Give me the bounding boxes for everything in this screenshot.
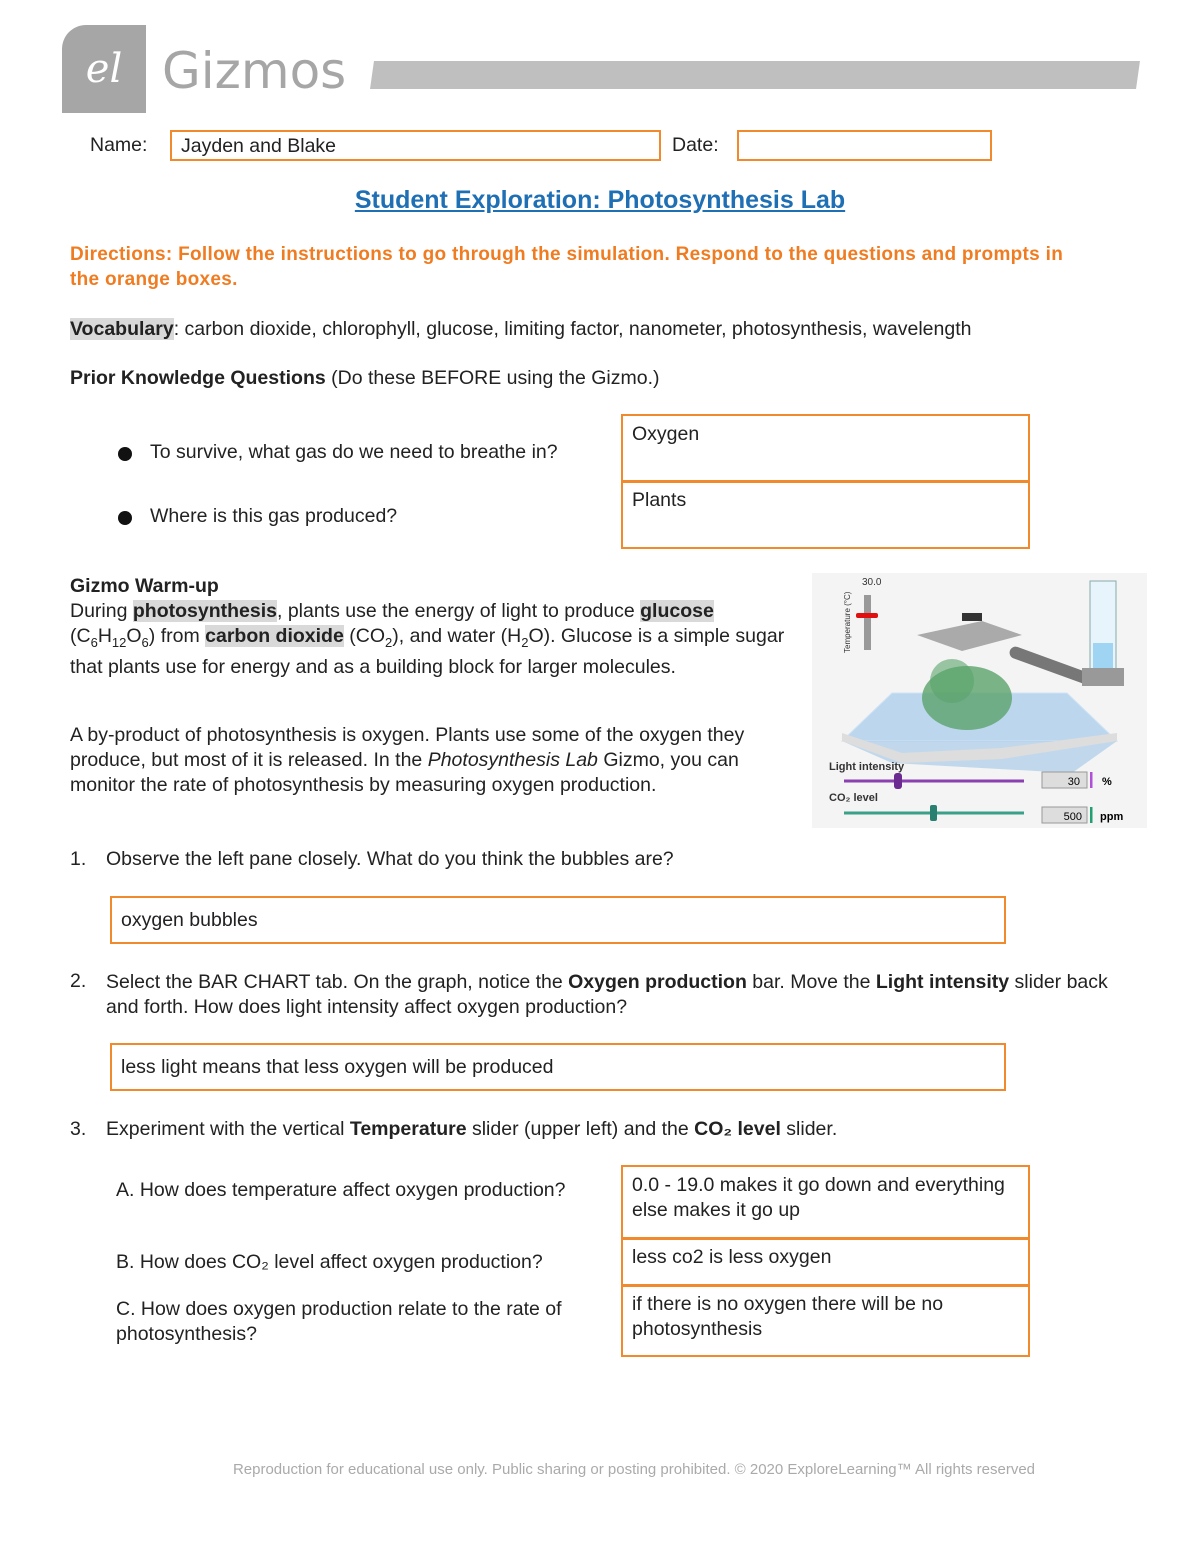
vocab-glucose: glucose bbox=[640, 600, 714, 622]
text: slider. bbox=[780, 1118, 838, 1140]
vocabulary-terms: : carbon dioxide, chlorophyll, glucose, limiting factor, nanometer, photosynthesis, wavelength bbox=[173, 318, 972, 340]
text: During bbox=[70, 600, 133, 622]
text: , plants use the energy of light to produce bbox=[276, 600, 641, 622]
vocabulary bbox=[70, 318, 971, 341]
q3b-answer[interactable]: less co2 is less oxygen bbox=[621, 1237, 1030, 1287]
co2-level-label: CO₂ level bbox=[829, 792, 878, 804]
text: bar. Move the bbox=[746, 971, 876, 993]
sub: 6 bbox=[141, 634, 149, 650]
text: (CO bbox=[343, 625, 385, 647]
light-intensity-unit: % bbox=[1102, 776, 1112, 788]
text: A by-product of photosynthesis is oxygen. Plants use some of the oxygen they produce, but most of it is released. In the bbox=[70, 724, 745, 771]
q2-number: 2. bbox=[70, 970, 87, 992]
prior-answer-2[interactable]: Plants bbox=[621, 480, 1030, 549]
light-intensity-field[interactable] bbox=[1042, 772, 1087, 788]
date-field[interactable] bbox=[737, 130, 992, 161]
text: ) from bbox=[148, 625, 206, 647]
q3b-question: B. How does CO₂ level affect oxygen production? bbox=[116, 1251, 543, 1273]
text: slider (upper left) and the bbox=[466, 1118, 695, 1140]
q2-answer[interactable]: less light means that less oxygen will be produced bbox=[110, 1043, 1006, 1091]
vocabulary-label: Vocabulary bbox=[70, 318, 174, 340]
light-intensity-value: 30 bbox=[1067, 776, 1080, 788]
prior-answer-1[interactable]: Oxygen bbox=[621, 414, 1030, 483]
text: H bbox=[97, 625, 112, 647]
light-intensity-label: Light intensity bbox=[829, 761, 905, 773]
prior-heading bbox=[70, 367, 660, 390]
text: O). Glucose is a simple sugar that plants use for energy and as a building block for larger molecules. bbox=[70, 625, 785, 678]
bullet bbox=[118, 511, 132, 525]
brand-name: Gizmos bbox=[162, 42, 347, 100]
date-label: Date: bbox=[672, 134, 719, 156]
prior-question-1: To survive, what gas do we need to breathe in? bbox=[150, 441, 558, 463]
co2-level-unit: ppm bbox=[1100, 811, 1124, 823]
q2-text bbox=[106, 970, 1116, 1020]
q3c-question: C. How does oxygen production relate to the rate of photosynthesis? bbox=[116, 1298, 562, 1345]
text: Select the BAR CHART tab. On the graph, notice the bbox=[106, 971, 569, 993]
prior-title: Prior Knowledge Questions bbox=[70, 367, 326, 389]
temperature-label: Temperature (°C) bbox=[843, 591, 852, 653]
q3-number: 3. bbox=[70, 1118, 87, 1140]
bullet bbox=[118, 447, 132, 461]
bold: Oxygen production bbox=[568, 971, 747, 993]
q3c-answer[interactable]: if there is no oxygen there will be no photosynthesis bbox=[621, 1284, 1030, 1357]
warmup-paragraph-1 bbox=[70, 599, 790, 680]
temperature-value: 30.0 bbox=[862, 577, 882, 588]
warmup-paragraph-2 bbox=[70, 723, 785, 798]
header-bar bbox=[370, 61, 1140, 89]
bold: Light intensity bbox=[875, 971, 1010, 993]
text: ), and water (H bbox=[392, 625, 522, 647]
text: Gizmo, you can monitor the rate of photosynthesis by measuring oxygen production. bbox=[70, 749, 739, 796]
sub: 6 bbox=[90, 634, 98, 650]
sub: 12 bbox=[111, 634, 127, 650]
text: (C bbox=[70, 625, 91, 647]
sub: 2 bbox=[385, 634, 393, 650]
name-field[interactable]: Jayden and Blake bbox=[170, 130, 661, 161]
sub: 2 bbox=[521, 634, 529, 650]
q3-text bbox=[106, 1118, 837, 1141]
prior-question-2: Where is this gas produced? bbox=[150, 505, 398, 527]
q1-number: 1. bbox=[70, 848, 87, 870]
text: Experiment with the vertical bbox=[106, 1118, 350, 1140]
co2-level-value: 500 bbox=[1063, 811, 1082, 823]
page-title: Student Exploration: Photosynthesis Lab bbox=[354, 186, 846, 214]
q3a-answer[interactable]: 0.0 - 19.0 makes it go down and everything else makes it go up bbox=[621, 1165, 1030, 1240]
warmup-heading: Gizmo Warm-up bbox=[70, 575, 219, 597]
simulation-illustration bbox=[812, 573, 1147, 828]
footer: Reproduction for educational use only. Public sharing or posting prohibited. © 2020 ExploreLearning™ All rights reserved bbox=[232, 1461, 1036, 1478]
logo-mark: el bbox=[62, 25, 146, 113]
gizmo-simulation-image bbox=[812, 573, 1147, 828]
vocab-carbon-dioxide: carbon dioxide bbox=[205, 625, 344, 647]
name-label: Name: bbox=[90, 134, 148, 156]
bold: CO₂ level bbox=[694, 1118, 781, 1140]
text: slider back and forth. How does light intensity affect oxygen production? bbox=[106, 971, 1108, 1018]
text: O bbox=[126, 625, 142, 647]
light-intensity-slider-thumb[interactable] bbox=[894, 773, 902, 789]
prior-note: (Do these BEFORE using the Gizmo.) bbox=[325, 367, 660, 389]
co2-level-slider-thumb[interactable] bbox=[930, 805, 937, 821]
bold: Temperature bbox=[349, 1118, 467, 1140]
vocab-photosynthesis: photosynthesis bbox=[132, 600, 277, 622]
q3a-question: A. How does temperature affect oxygen production? bbox=[116, 1179, 566, 1201]
directions: Directions: Follow the instructions to go through the simulation. Respond to the questions and prompts in the orange boxes. bbox=[70, 244, 1064, 290]
q1-answer[interactable]: oxygen bubbles bbox=[110, 896, 1006, 944]
gizmo-name: Photosynthesis Lab bbox=[427, 749, 598, 771]
q1-text: Observe the left pane closely. What do you think the bubbles are? bbox=[106, 848, 674, 870]
